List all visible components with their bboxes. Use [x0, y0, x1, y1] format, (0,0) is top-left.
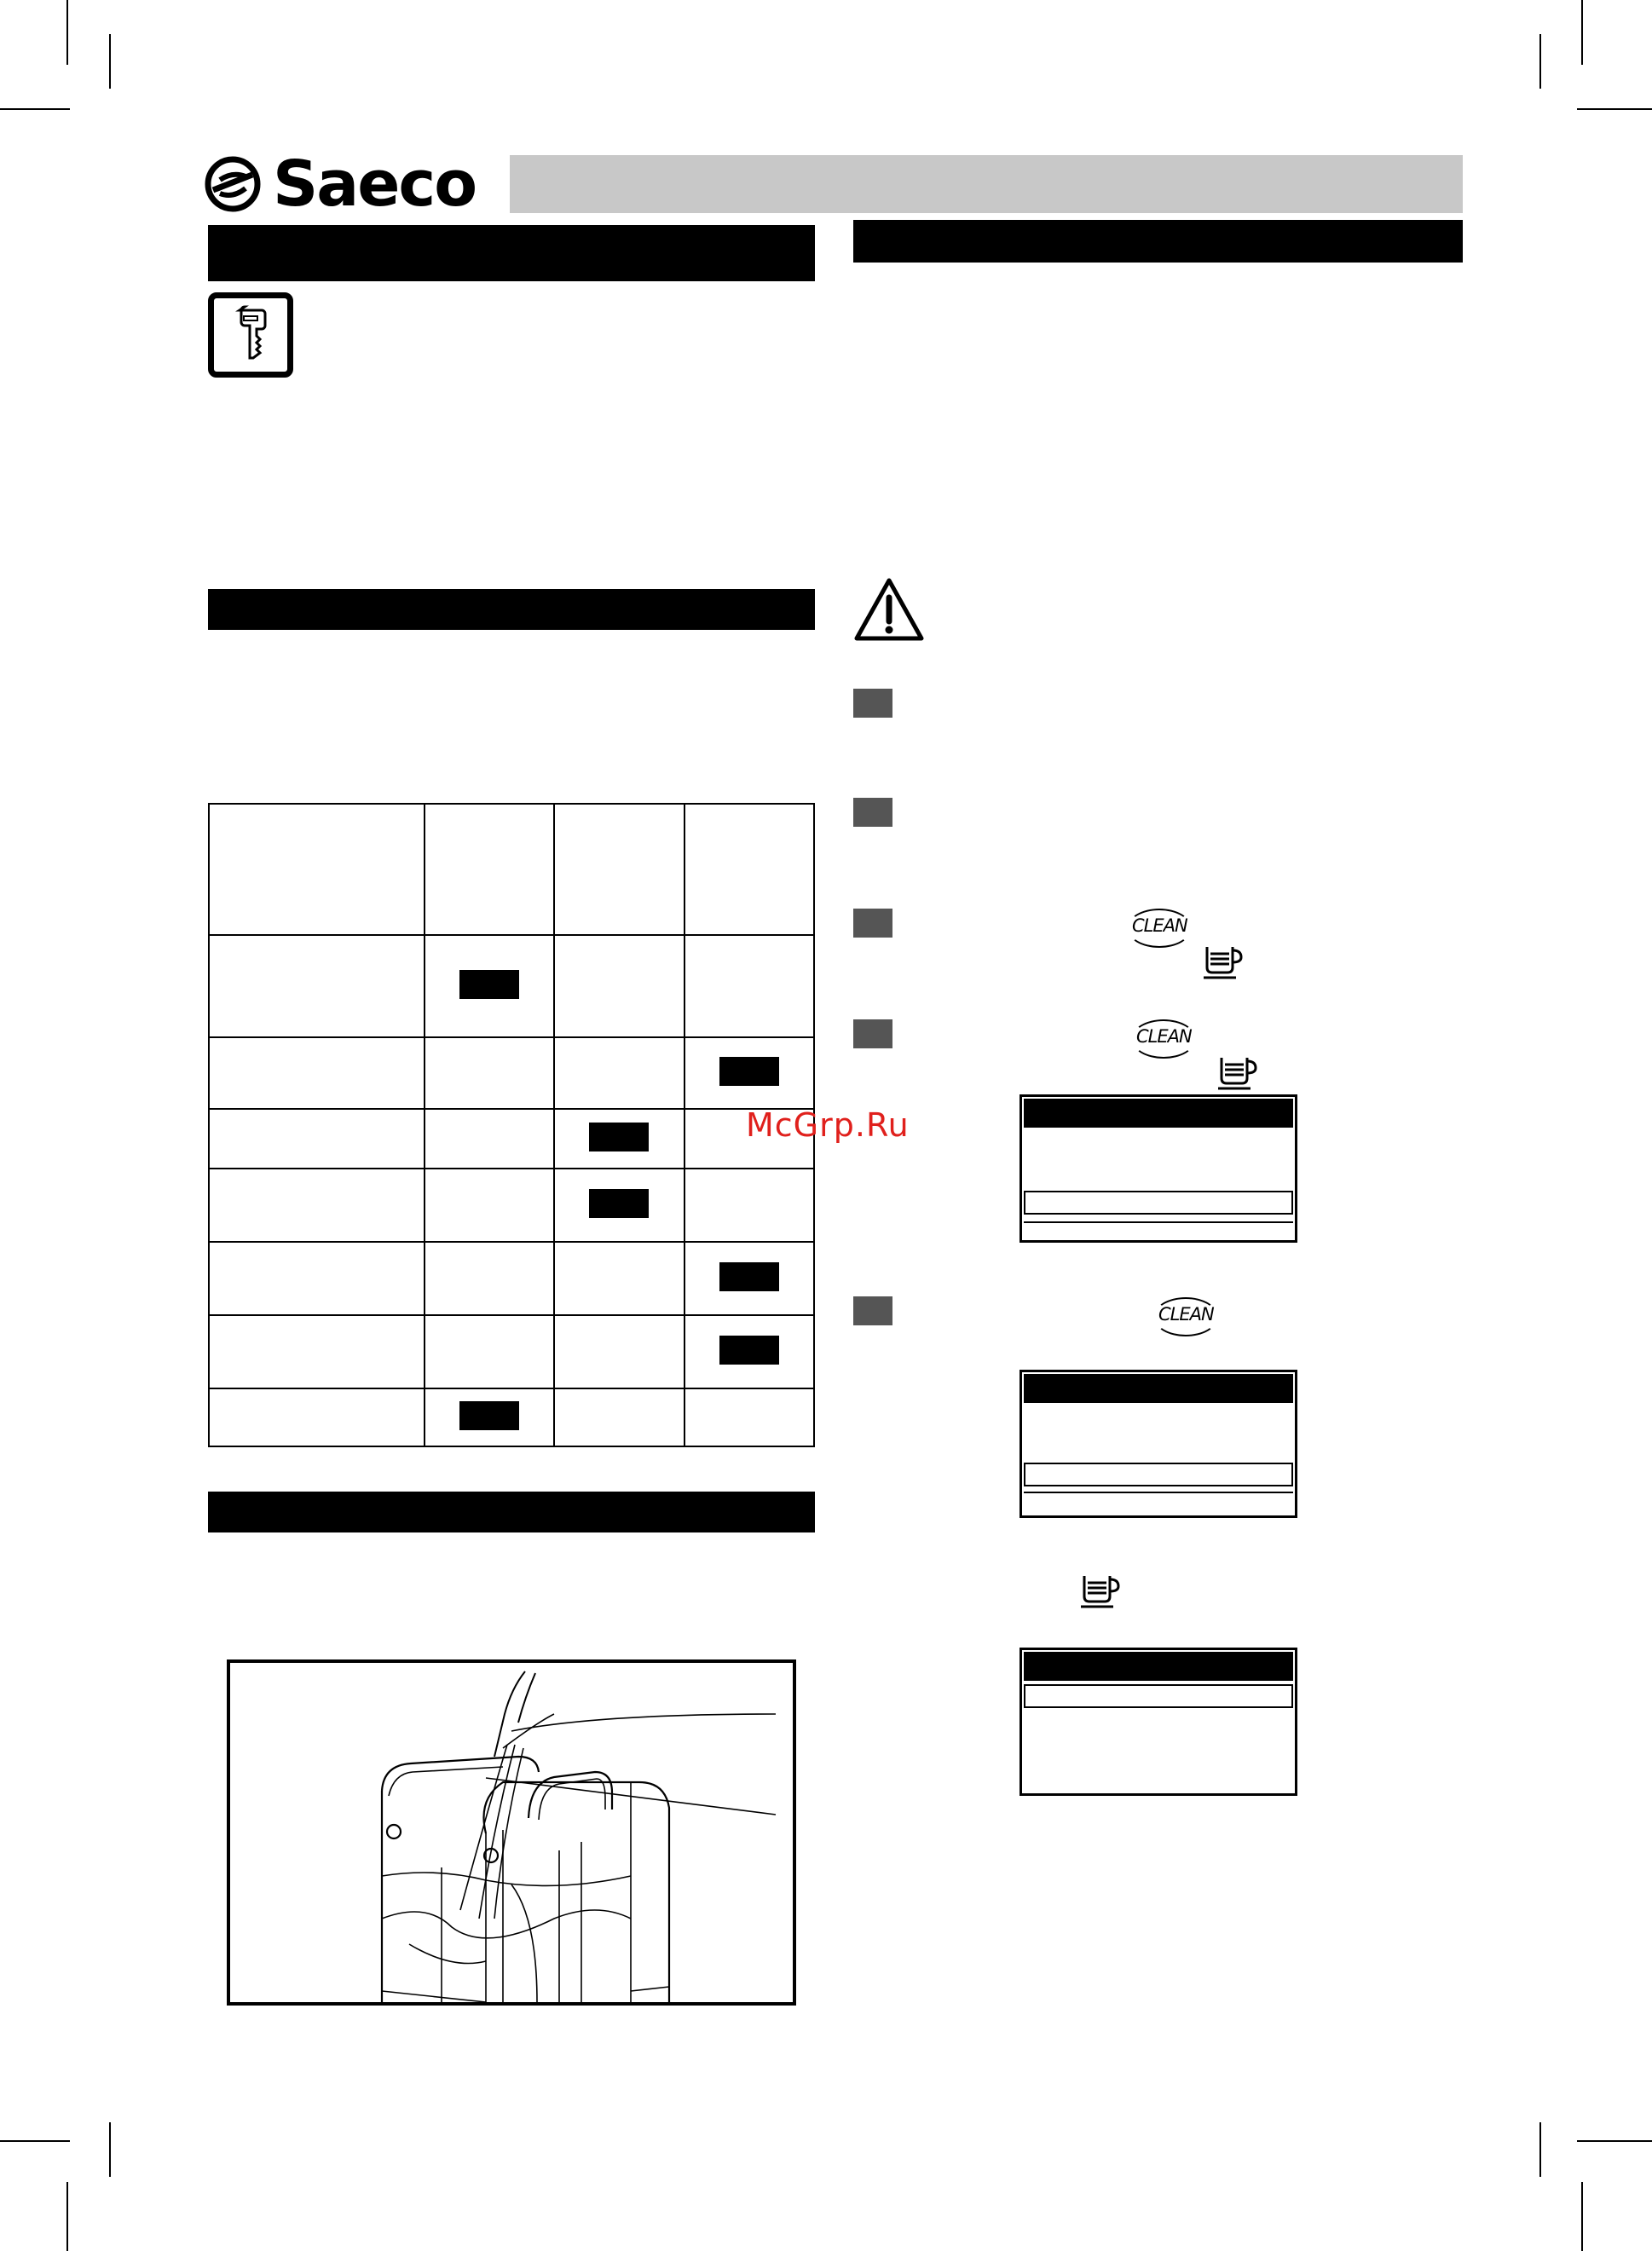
crop-mark — [0, 108, 70, 110]
table-row — [209, 1037, 814, 1109]
table-label-cell — [209, 935, 425, 1037]
crop-mark — [66, 2182, 68, 2251]
crop-mark — [1539, 2122, 1541, 2177]
step-marker-4 — [853, 1019, 892, 1048]
table-cell — [684, 1388, 814, 1446]
table-cell — [425, 935, 554, 1037]
table-cell — [425, 1169, 554, 1242]
table-cell — [425, 1242, 554, 1315]
table-header-row — [209, 804, 814, 935]
table-row — [209, 1388, 814, 1446]
table-cell-marker — [719, 1262, 779, 1291]
saeco-emblem-icon — [205, 156, 261, 212]
table-label-cell — [209, 1169, 425, 1242]
crop-mark — [1539, 34, 1541, 89]
table-cell — [554, 1109, 684, 1169]
tank-filling-illustration — [227, 1659, 796, 2006]
display-screen-3 — [1020, 1648, 1297, 1796]
table-row — [209, 1109, 814, 1169]
table-cell — [684, 1242, 814, 1315]
step-marker-3 — [853, 909, 892, 938]
cup-icon — [1202, 942, 1245, 979]
table-cell — [684, 804, 814, 935]
crop-mark — [1581, 0, 1583, 65]
table-cell-marker — [719, 1057, 779, 1086]
warning-triangle-icon — [853, 577, 925, 642]
table-cell — [554, 1388, 684, 1446]
display-title-bar — [1024, 1652, 1293, 1681]
table-cell-marker — [459, 970, 519, 999]
display-title-bar — [1024, 1099, 1293, 1128]
table-cell-marker — [589, 1123, 649, 1151]
table-cell — [684, 1037, 814, 1109]
crop-mark — [0, 2140, 70, 2142]
table-cell — [425, 1037, 554, 1109]
display-selected-row — [1024, 1684, 1293, 1708]
table-row — [209, 1242, 814, 1315]
brand-logo — [205, 147, 477, 221]
cup-icon — [1216, 1053, 1259, 1090]
section-heading-bar — [208, 225, 815, 281]
table-cell — [554, 804, 684, 935]
display-screen-1 — [1020, 1094, 1297, 1243]
crop-mark — [109, 2122, 111, 2177]
section-heading-bar — [208, 1492, 815, 1532]
step-marker-1 — [853, 689, 892, 718]
crop-mark — [1577, 2140, 1652, 2142]
table-cell — [425, 804, 554, 935]
section-heading-bar — [853, 220, 1463, 263]
display-screen-2 — [1020, 1370, 1297, 1518]
table-cell-marker — [719, 1336, 779, 1365]
watermark: McGrp.Ru — [746, 1106, 910, 1144]
key-icon — [214, 298, 287, 372]
table-cell — [425, 1315, 554, 1388]
table-label-cell — [209, 1242, 425, 1315]
cup-icon — [1079, 1571, 1122, 1608]
clean-icon: CLEAN — [1136, 1026, 1192, 1047]
table-row — [209, 1315, 814, 1388]
key-symbol-box — [208, 292, 293, 378]
table-cell — [554, 1037, 684, 1109]
table-label-cell — [209, 1388, 425, 1446]
table-cell — [554, 1169, 684, 1242]
table-cell-marker — [589, 1189, 649, 1218]
table-cell — [425, 1109, 554, 1169]
table-cell — [554, 935, 684, 1037]
crop-mark — [109, 34, 111, 89]
brand-name: Saeco — [273, 147, 477, 221]
table-cell — [684, 1315, 814, 1388]
clean-icon: CLEAN — [1132, 915, 1187, 936]
table-label-cell — [209, 804, 425, 935]
table-cell — [684, 1169, 814, 1242]
table-label-cell — [209, 1109, 425, 1169]
crop-mark — [1577, 108, 1652, 110]
table-cell — [554, 1242, 684, 1315]
display-selected-row — [1024, 1463, 1293, 1486]
display-selected-row — [1024, 1191, 1293, 1215]
table-row — [209, 935, 814, 1037]
hardness-table — [208, 803, 815, 1447]
clean-icon: CLEAN — [1158, 1304, 1214, 1325]
display-divider — [1024, 1221, 1293, 1223]
water-tank-illustration — [230, 1663, 793, 2002]
table-cell — [554, 1315, 684, 1388]
step-marker-5 — [853, 1296, 892, 1325]
table-label-cell — [209, 1315, 425, 1388]
section-heading-bar — [208, 589, 815, 630]
step-marker-2 — [853, 798, 892, 827]
table-cell — [425, 1388, 554, 1446]
table-label-cell — [209, 1037, 425, 1109]
table-cell-marker — [459, 1401, 519, 1430]
display-title-bar — [1024, 1374, 1293, 1403]
table-cell — [684, 935, 814, 1037]
header-band — [510, 155, 1463, 213]
crop-mark — [66, 0, 68, 65]
crop-mark — [1581, 2182, 1583, 2251]
table-row — [209, 1169, 814, 1242]
display-divider — [1024, 1492, 1293, 1493]
